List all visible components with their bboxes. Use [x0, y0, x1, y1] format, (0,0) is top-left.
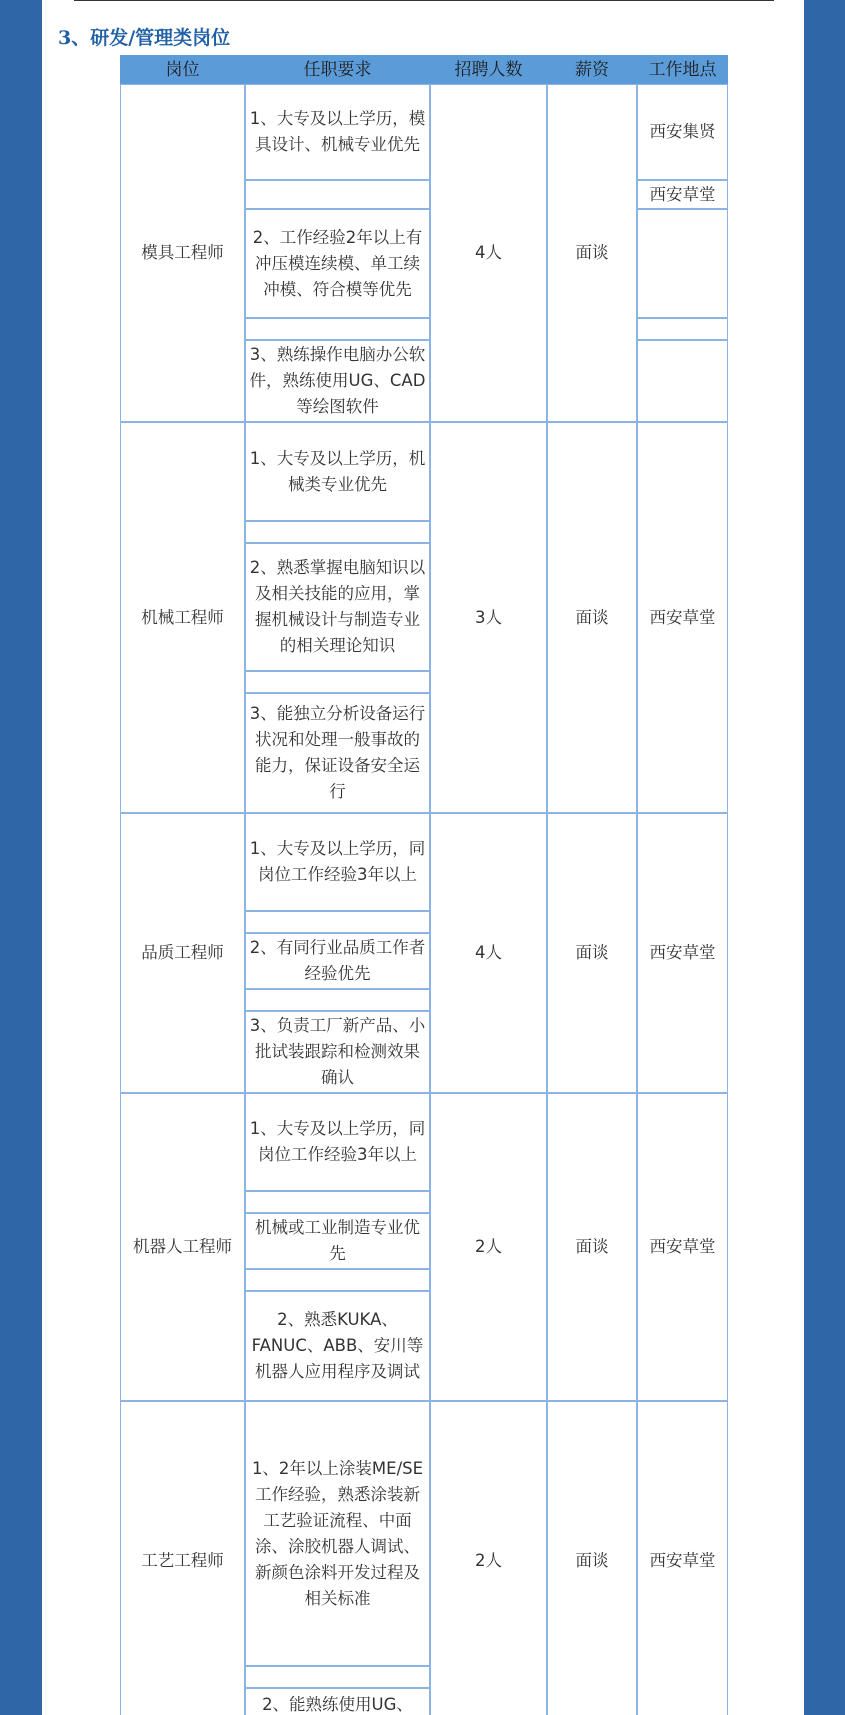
requirement-cell: 3、熟练操作电脑办公软件，熟练使用UG、CAD等绘图软件	[245, 340, 430, 422]
requirement-cell	[245, 1269, 430, 1291]
requirement-cell: 1、大专及以上学历，机械类专业优先	[245, 422, 430, 521]
requirement-cell: 1、大专及以上学历，模具设计、机械专业优先	[245, 84, 430, 180]
requirement-cell: 2、能熟练使用UG、	[245, 1688, 430, 1715]
salary-cell: 面谈	[547, 1401, 637, 1715]
top-divider	[74, 0, 774, 1]
requirement-cell	[245, 911, 430, 933]
count-cell: 3人	[430, 422, 547, 813]
position-cell: 机器人工程师	[120, 1093, 245, 1401]
requirement-cell	[245, 1666, 430, 1688]
location-cell	[637, 340, 728, 422]
location-cell: 西安草堂	[637, 180, 728, 209]
location-cell: 西安草堂	[637, 813, 728, 1093]
position-cell: 模具工程师	[120, 84, 245, 422]
requirement-cell	[245, 1191, 430, 1213]
requirement-cell: 3、能独立分析设备运行状况和处理一般事故的能力，保证设备安全运行	[245, 693, 430, 813]
page	[42, 0, 804, 1715]
requirement-cell	[245, 671, 430, 693]
location-cell	[637, 209, 728, 318]
requirement-cell: 1、2年以上涂装ME/SE工作经验，熟悉涂装新工艺验证流程、中面涂、涂胶机器人调试、新颜色涂料开发过程及相关标准	[245, 1401, 430, 1666]
column-header: 薪资	[547, 55, 637, 84]
requirement-cell: 机械或工业制造专业优先	[245, 1213, 430, 1269]
salary-cell: 面谈	[547, 813, 637, 1093]
position-cell: 机械工程师	[120, 422, 245, 813]
requirement-cell: 3、负责工厂新产品、小批试装跟踪和检测效果确认	[245, 1011, 430, 1093]
position-cell: 工艺工程师	[120, 1401, 245, 1715]
salary-cell: 面谈	[547, 422, 637, 813]
requirement-cell: 2、熟悉掌握电脑知识以及相关技能的应用，掌握机械设计与制造专业的相关理论知识	[245, 543, 430, 671]
position-cell: 品质工程师	[120, 813, 245, 1093]
requirement-cell: 2、工作经验2年以上有冲压模连续模、单工续冲模、符合模等优先	[245, 209, 430, 318]
location-cell	[637, 318, 728, 340]
count-cell: 4人	[430, 84, 547, 422]
location-cell: 西安集贤	[637, 84, 728, 180]
requirement-cell: 2、有同行业品质工作者经验优先	[245, 933, 430, 989]
column-header: 任职要求	[245, 55, 430, 84]
column-header: 招聘人数	[430, 55, 547, 84]
count-cell: 4人	[430, 813, 547, 1093]
requirement-cell	[245, 180, 430, 209]
requirement-cell	[245, 989, 430, 1011]
salary-cell: 面谈	[547, 1093, 637, 1401]
location-cell: 西安草堂	[637, 422, 728, 813]
requirement-cell: 1、大专及以上学历，同岗位工作经验3年以上	[245, 1093, 430, 1191]
location-cell: 西安草堂	[637, 1401, 728, 1715]
requirement-cell: 1、大专及以上学历，同岗位工作经验3年以上	[245, 813, 430, 911]
requirement-cell: 2、熟悉KUKA、FANUC、ABB、安川等机器人应用程序及调试	[245, 1291, 430, 1401]
location-cell: 西安草堂	[637, 1093, 728, 1401]
salary-cell: 面谈	[547, 84, 637, 422]
section-title: 3、研发/管理类岗位	[58, 27, 231, 49]
column-header: 工作地点	[637, 55, 728, 84]
count-cell: 2人	[430, 1401, 547, 1715]
requirement-cell	[245, 521, 430, 543]
requirement-cell	[245, 318, 430, 340]
column-header: 岗位	[120, 55, 245, 84]
count-cell: 2人	[430, 1093, 547, 1401]
